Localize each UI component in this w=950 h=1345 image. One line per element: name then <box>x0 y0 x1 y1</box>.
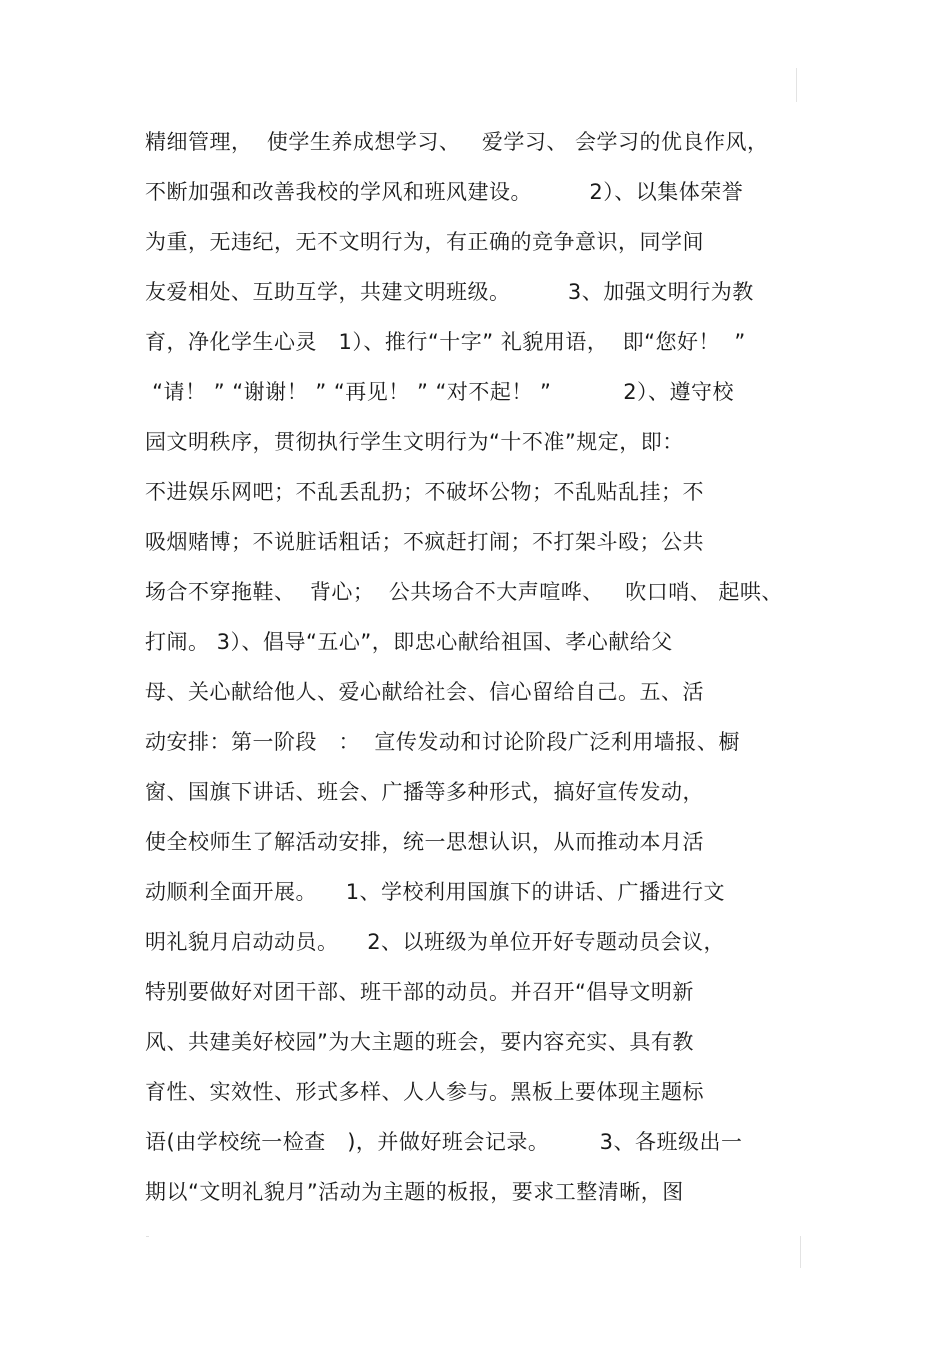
text-line: 精细管理， 使学生养成想学习、 爱学习、 会学习的优良作风， <box>145 130 769 154</box>
text-line: 育，净化学生心灵 1）、推行“十字” 礼貌用语， 即“您好！ ” <box>145 330 746 354</box>
document-body <box>145 122 815 1222</box>
text-line: 不进娱乐网吧；不乱丢乱扔；不破坏公物；不乱贴乱挂；不 <box>145 480 704 504</box>
text-line: 友爱相处、互助互学，共建文明班级。 3、加强文明行为教 <box>145 280 754 304</box>
text-line: 园文明秩序，贯彻执行学生文明行为“十不准”规定，即： <box>145 430 684 454</box>
page-edge-mark-bottom <box>800 1236 801 1268</box>
text-line: 打闹。 3）、倡导“五心”，即忠心献给祖国、孝心献给父 <box>145 630 673 654</box>
text-line: 特别要做好对团干部、班干部的动员。并召开“倡导文明新 <box>145 980 694 1004</box>
text-line: 场合不穿拖鞋、 背心； 公共场合不大声喧哗、 吹口哨、 起哄、 <box>145 580 783 604</box>
text-line: 动安排：第一阶段 ： 宣传发动和讨论阶段广泛利用墙报、橱 <box>145 730 740 754</box>
text-line: 窗、国旗下讲话、班会、广播等多种形式，搞好宣传发动， <box>145 780 704 804</box>
text-line: 动顺利全面开展。 1、学校利用国旗下的讲话、广播进行文 <box>145 880 726 904</box>
text-line: “请！ ” “谢谢！ ” “再见！ ” “对不起！ ” 2）、遵守校 <box>145 380 735 404</box>
text-line: 期以“文明礼貌月”活动为主题的板报，要求工整清晰，图 <box>145 1180 684 1204</box>
text-line: 吸烟赌博；不说脏话粗话；不疯赶打闹；不打架斗殴；公共 <box>145 530 704 554</box>
text-line: 为重，无违纪，无不文明行为，有正确的竞争意识，同学间 <box>145 230 704 254</box>
page-corner-mark <box>146 1236 149 1237</box>
text-line: 不断加强和改善我校的学风和班风建设。 2）、以集体荣誉 <box>145 180 744 204</box>
text-line: 明礼貌月启动动员。 2、以班级为单位开好专题动员会议， <box>145 930 726 954</box>
text-line: 使全校师生了解活动安排，统一思想认识，从而推动本月活 <box>145 830 704 854</box>
text-line: 语(由学校统一检查 )，并做好班会记录。 3、各班级出一 <box>145 1130 743 1154</box>
page-edge-mark-top <box>796 68 797 102</box>
text-line: 母、关心献给他人、爱心献给社会、信心留给自己。五、活 <box>145 680 704 704</box>
text-line: 风、共建美好校园”为大主题的班会，要内容充实、具有教 <box>145 1030 694 1054</box>
text-line: 育性、实效性、形式多样、人人参与。黑板上要体现主题标 <box>145 1080 704 1104</box>
